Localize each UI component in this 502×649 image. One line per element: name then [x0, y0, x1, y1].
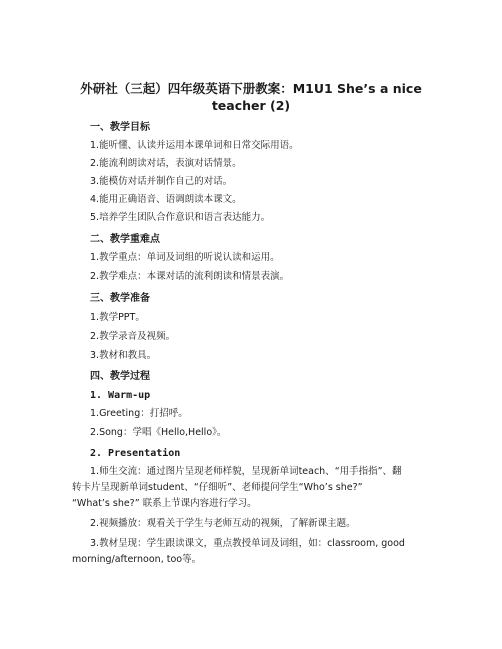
section-heading-key-points: 二、教学重难点 — [90, 234, 160, 245]
section-heading-preparation: 三、教学准备 — [90, 293, 150, 304]
key-point-item: 2.教学难点：本课对话的流利朗读和情景表演。 — [90, 271, 290, 282]
presentation-paragraph-1-line: 转卡片呈现新单词student、“仔细听”、老师提问学生“Who’s she?” — [72, 482, 363, 493]
objective-item: 3.能模仿对话并制作自己的对话。 — [90, 176, 233, 187]
preparation-item: 1.教学PPT。 — [90, 312, 145, 323]
objective-item: 1.能听懂、认读并运用本课单词和日常交际用语。 — [90, 140, 299, 151]
warmup-item: 2.Song：学唱《Hello,Hello》。 — [90, 427, 227, 438]
presentation-paragraph-3-line: morning/afternoon, too等。 — [72, 554, 202, 565]
section-heading-objectives: 一、教学目标 — [90, 122, 150, 133]
document-title-line2: teacher (2) — [211, 98, 291, 113]
presentation-paragraph-1-line: 1.师生交流：通过图片呈现老师样貌，呈现新单词teach、“用手指指”、翻 — [90, 466, 402, 477]
section-heading-process: 四、教学过程 — [90, 371, 150, 382]
preparation-item: 3.教材和教具。 — [90, 350, 157, 361]
preparation-item: 2.教学录音及视频。 — [90, 331, 176, 342]
presentation-paragraph-3-line: 3.教材呈现：学生跟读课文，重点教授单词及词组，如：classroom, good — [90, 538, 405, 549]
subheading-warmup: 1. Warm-up — [90, 390, 151, 401]
warmup-item: 1.Greeting：打招呼。 — [90, 408, 188, 419]
objective-item: 4.能用正确语音、语调朗读本课文。 — [90, 194, 242, 205]
objective-item: 2.能流利朗读对话，表演对话情景。 — [90, 158, 242, 169]
presentation-paragraph-1-line: “What’s she?” 联系上节课内容进行学习。 — [72, 498, 257, 509]
subheading-presentation: 2. Presentation — [90, 448, 181, 459]
key-point-item: 1.教学重点：单词及词组的听说认读和运用。 — [90, 252, 280, 263]
presentation-paragraph-2: 2.视频播放：观看关于学生与老师互动的视频，了解新课主题。 — [90, 518, 356, 529]
objective-item: 5.培养学生团队合作意识和语言表达能力。 — [90, 212, 271, 223]
document-title-line1: 外研社（三起）四年级英语下册教案：M1U1 She’s a nice — [80, 81, 422, 96]
